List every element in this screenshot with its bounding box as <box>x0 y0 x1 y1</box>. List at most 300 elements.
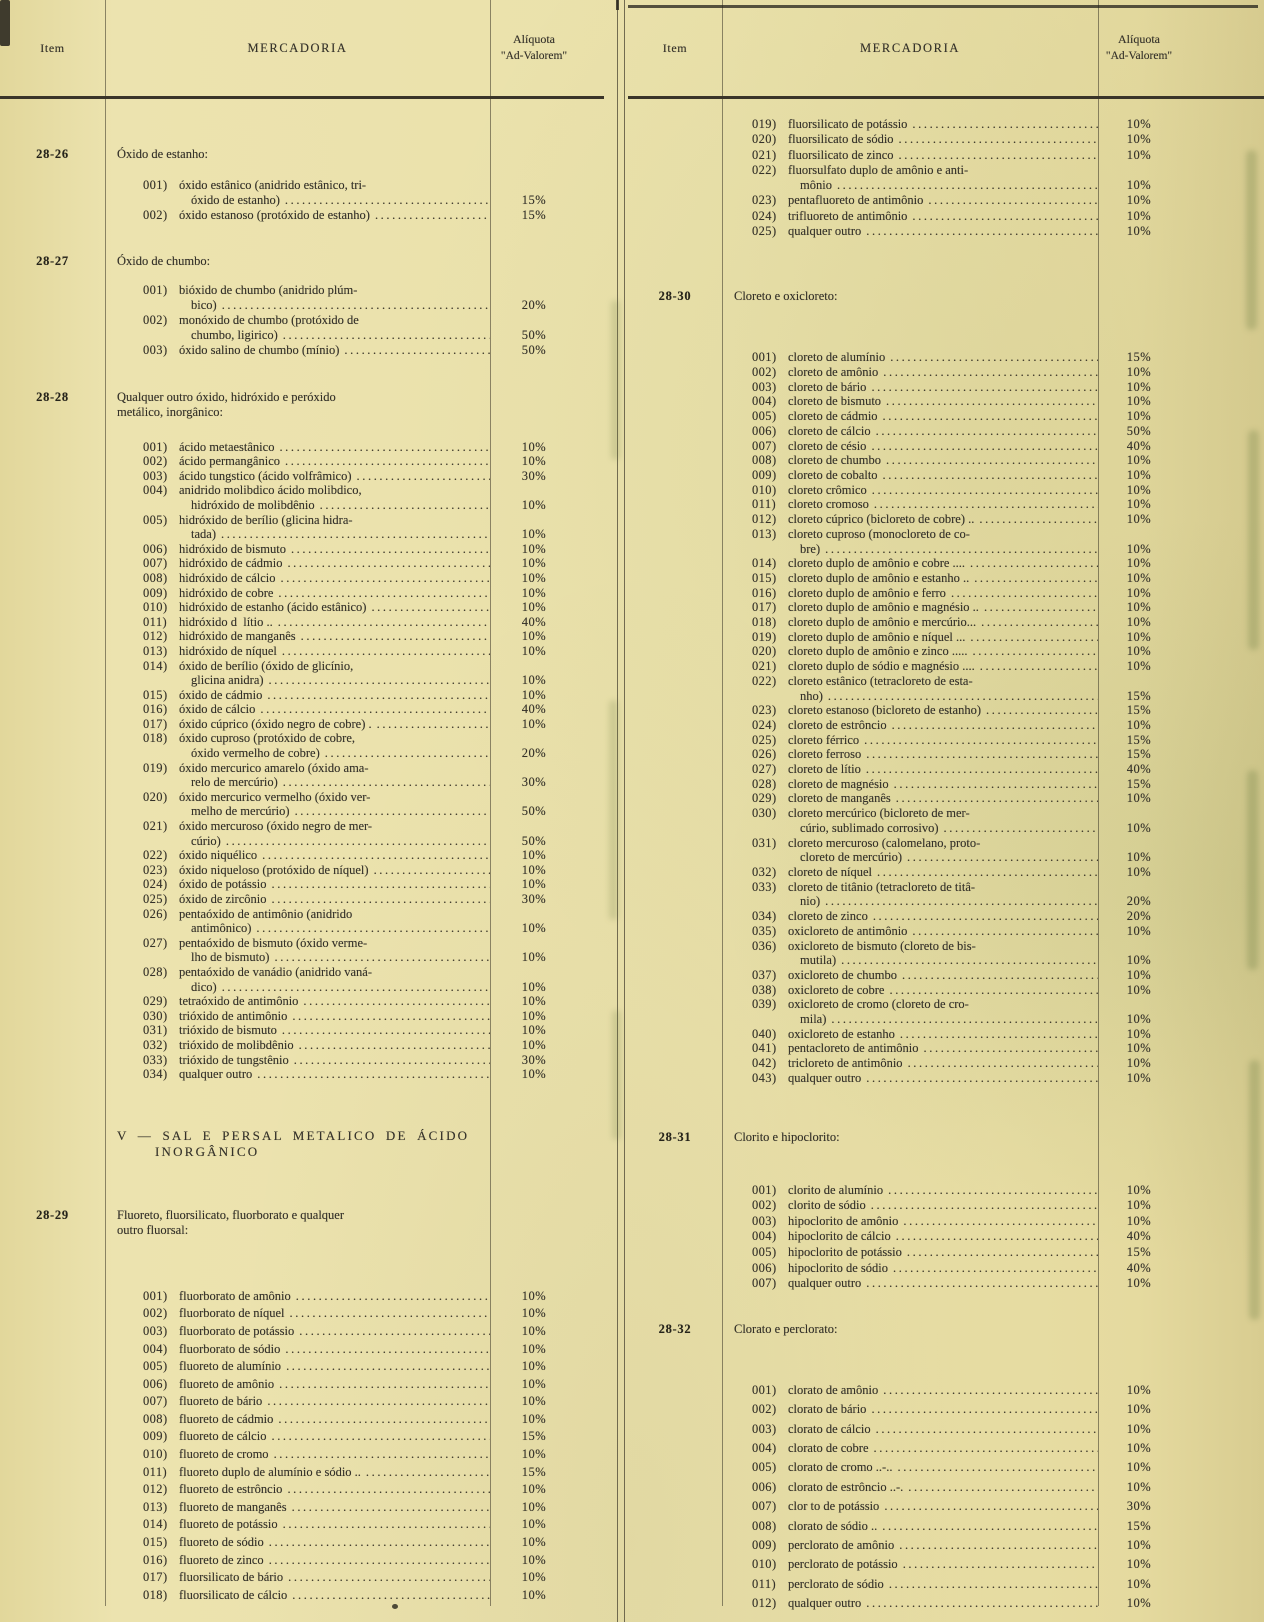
entry-number: 030) <box>143 1008 168 1023</box>
entry-rate: 10% <box>1126 468 1152 482</box>
entry-number: 025) <box>752 732 777 747</box>
right-rate-divider-rule <box>1098 0 1099 1606</box>
entry-description: ácido metaestânico ..... <box>179 440 490 455</box>
entry-row <box>0 877 604 892</box>
dot-leader <box>974 512 1098 527</box>
dot-leader <box>315 498 490 513</box>
entry-number: 001) <box>143 1288 168 1303</box>
entry-description: cloreto de bário ..... <box>788 380 1098 395</box>
dot-leader <box>946 586 1098 601</box>
entry-rate: 10% <box>1126 394 1152 409</box>
entry-rate: 10% <box>1126 659 1152 674</box>
entry-rate: 10% <box>521 1023 547 1038</box>
entry-row <box>0 1376 604 1394</box>
dot-leader <box>274 440 490 455</box>
entry-row <box>628 424 1264 439</box>
dot-leader <box>820 894 1098 909</box>
entry-number: 002) <box>752 365 777 380</box>
entry-description: monóxido de chumbo (protóxido de chumbo, ligirico) ..... <box>179 313 490 343</box>
dot-leader <box>217 298 490 313</box>
entry-description: óxido de potássio ..... <box>179 877 490 892</box>
entry-description: ácido tungstico (ácido volfrâmico) ..... <box>179 469 490 484</box>
entry-row <box>628 615 1264 630</box>
entry-rate: 10% <box>1126 864 1152 879</box>
dot-leader <box>861 1276 1098 1292</box>
entry-description: óxido cúprico (óxido negro de cobre) . ..... <box>179 717 490 732</box>
dot-leader <box>884 983 1098 998</box>
dot-leader <box>866 1400 1098 1419</box>
dot-leader <box>287 1009 490 1024</box>
dot-leader <box>881 453 1098 468</box>
dot-leader <box>892 1458 1098 1477</box>
entry-description: oxicloreto de cromo (cloreto de cro- mila) ..... <box>788 997 1098 1026</box>
entry-row <box>628 1458 1264 1477</box>
entry-description: tetraóxido de antimônio ..... <box>179 994 490 1009</box>
entry-row <box>628 163 1264 194</box>
entry-rate: 10% <box>1126 147 1152 162</box>
entry-rate: 10% <box>1126 1056 1152 1071</box>
dot-leader <box>889 777 1098 792</box>
entry-number: 021) <box>752 659 777 674</box>
entry-list <box>628 1381 1264 1614</box>
dot-leader <box>366 600 490 615</box>
entry-rate: 10% <box>1126 365 1152 380</box>
dot-leader <box>965 556 1098 571</box>
entry-row <box>628 394 1264 409</box>
entry-row <box>0 936 604 965</box>
item-code: 28-31 <box>658 1129 692 1144</box>
dot-leader <box>861 1071 1098 1086</box>
entry-description: cloreto de titânio (tetracloreto de titâ- nio) ..... <box>788 880 1098 909</box>
entry-rate: 10% <box>521 1288 547 1303</box>
entry-number: 039) <box>752 997 777 1012</box>
entry-row <box>0 1038 604 1053</box>
entry-description: cloreto duplo de amônio e níquel ... ..... <box>788 630 1098 645</box>
entry-rate: 10% <box>1126 1012 1152 1027</box>
entry-number: 014) <box>143 658 168 673</box>
entry-rate: 10% <box>1126 982 1152 997</box>
entry-description: cloreto de amônio ..... <box>788 365 1098 380</box>
dot-leader <box>897 968 1098 983</box>
entry-rate: 10% <box>521 1376 547 1391</box>
entry-row <box>628 1575 1264 1594</box>
entry-rate: 50% <box>1126 423 1152 438</box>
entry-number: 014) <box>143 1517 168 1532</box>
dot-leader <box>264 1552 490 1570</box>
entry-rate: 10% <box>1126 453 1152 468</box>
entry-rate: 20% <box>1126 909 1152 924</box>
entry-rate: 15% <box>1126 688 1152 703</box>
dot-leader <box>286 542 490 557</box>
entry-row <box>628 762 1264 777</box>
entry-description: oxicloreto de estanho ..... <box>788 1027 1098 1042</box>
entry-row <box>0 907 604 936</box>
dot-leader <box>262 688 490 703</box>
entry-row <box>628 1381 1264 1400</box>
entry-row <box>0 600 604 615</box>
entry-row <box>628 1478 1264 1497</box>
entry-row <box>628 1276 1264 1292</box>
entry-description: hidróxido de cobre ..... <box>179 586 490 601</box>
entry-number: 001) <box>752 1382 777 1397</box>
entry-rate: 10% <box>521 1306 547 1321</box>
dot-leader <box>278 1516 490 1534</box>
entry-number: 002) <box>752 1402 777 1417</box>
entry-number: 011) <box>143 1464 168 1479</box>
section-28-31 <box>628 1130 1264 1292</box>
entry-rate: 10% <box>1126 1596 1152 1611</box>
dot-leader <box>894 1536 1098 1555</box>
entry-rate: 15% <box>521 1464 547 1479</box>
dot-leader <box>887 718 1098 733</box>
entry-row <box>0 863 604 878</box>
entry-number: 022) <box>752 673 777 688</box>
entry-number: 013) <box>143 643 168 658</box>
entry-number: 036) <box>752 938 777 953</box>
entry-rate: 10% <box>1126 409 1152 424</box>
entry-description: clorito de alumínio ..... <box>788 1183 1098 1199</box>
entry-rate: 15% <box>1126 350 1152 365</box>
entry-row <box>628 1439 1264 1458</box>
entry-rate: 10% <box>1126 1182 1152 1197</box>
entry-row <box>628 1229 1264 1245</box>
entry-number: 009) <box>143 585 168 600</box>
entry-rate: 10% <box>521 1517 547 1532</box>
entry-description: qualquer outro ..... <box>179 1067 490 1082</box>
entry-description: fluoreto de amônio ..... <box>179 1376 490 1394</box>
entry-description: hipoclorito de cálcio ..... <box>788 1229 1098 1245</box>
entry-row <box>628 630 1264 645</box>
entry-rate: 10% <box>521 1394 547 1409</box>
entry-row <box>628 1056 1264 1071</box>
entry-description: hidróxido d lítio .. ..... <box>179 615 490 630</box>
dot-leader <box>255 702 490 717</box>
dot-leader <box>871 1420 1098 1439</box>
left-column-header <box>0 0 604 99</box>
section-title: Clorato e perclorato: <box>734 1321 838 1336</box>
entry-description: hidróxido de bismuto ..... <box>179 542 490 557</box>
entry-row <box>0 848 604 863</box>
entry-number: 026) <box>143 906 168 921</box>
entry-number: 012) <box>143 1482 168 1497</box>
column-left-body <box>0 99 604 1604</box>
entry-description: fluorborato de níquel ..... <box>179 1305 490 1323</box>
entry-description: perclorato de sódio ..... <box>788 1575 1098 1594</box>
entry-number: 011) <box>143 614 168 629</box>
entry-row <box>628 1420 1264 1439</box>
entry-rate: 10% <box>1126 953 1152 968</box>
dot-leader <box>278 328 490 343</box>
entry-description: clorato de bário ..... <box>788 1400 1098 1419</box>
column-divider-rule <box>617 0 625 1622</box>
dot-leader <box>866 439 1098 454</box>
entry-description: cloreto cúprico (bicloreto de cobre) .. ..... <box>788 512 1098 527</box>
entry-rate: 10% <box>521 556 547 571</box>
entry-description: fluorsilicato de bário ..... <box>179 1569 490 1587</box>
entry-number: 015) <box>143 1535 168 1550</box>
entry-row <box>0 1323 604 1341</box>
entry-list <box>0 440 604 1082</box>
entry-description: cloreto cuproso (monocloreto de co- bre) ..... <box>788 527 1098 556</box>
group-heading-line: V — SAL E PERSAL METALICO DE ÁCIDO <box>117 1127 470 1143</box>
entry-rate: 10% <box>521 439 547 454</box>
entry-rate: 10% <box>1126 178 1152 193</box>
entry-number: 013) <box>752 526 777 541</box>
entry-rate: 10% <box>1126 1576 1152 1591</box>
entry-rate: 15% <box>1126 747 1152 762</box>
entry-rate: 20% <box>521 746 547 761</box>
entry-row <box>628 1497 1264 1516</box>
dot-leader <box>266 1428 490 1446</box>
entry-number: 003) <box>752 379 777 394</box>
entry-rate: 30% <box>1126 1499 1152 1514</box>
entry-description: óxido niqueloso (protóxido de níquel) ..... <box>179 863 490 878</box>
entry-number: 025) <box>752 224 777 239</box>
entry-list <box>628 117 1264 239</box>
entry-description: fluoreto de estrôncio ..... <box>179 1481 490 1499</box>
entry-rate: 10% <box>521 1008 547 1023</box>
entry-row <box>0 1053 604 1068</box>
entry-row <box>628 380 1264 395</box>
entry-row <box>0 1009 604 1024</box>
header-mercadoria-label: MERCADORIA <box>247 40 348 55</box>
entry-row <box>0 556 604 571</box>
entry-row <box>628 924 1264 939</box>
entry-description: óxido cuproso (protóxido de cobre, óxido vermelho de cobre) ..... <box>179 731 490 760</box>
entry-number: 007) <box>143 1394 168 1409</box>
entry-description: fluorsilicato de cálcio ..... <box>179 1587 490 1605</box>
item-code: 28-28 <box>36 389 69 404</box>
entry-row <box>0 586 604 601</box>
entry-rate: 10% <box>521 687 547 702</box>
entry-rate: 10% <box>521 541 547 556</box>
entry-description: trióxido de molibdênio ..... <box>179 1038 490 1053</box>
entry-rate: 40% <box>1126 438 1152 453</box>
entry-rate: 40% <box>1126 1229 1152 1244</box>
section-title: Clorito e hipoclorito: <box>734 1129 840 1144</box>
header-aliquota-line2: "Ad-Valorem" <box>500 50 568 62</box>
dot-leader <box>273 586 490 601</box>
entry-rate: 10% <box>521 1587 547 1602</box>
entry-row <box>0 343 604 358</box>
entry-description: fluoreto de cromo ..... <box>179 1446 490 1464</box>
entry-number: 005) <box>752 409 777 424</box>
entry-description: hidróxido de manganês ..... <box>179 629 490 644</box>
entry-number: 026) <box>752 747 777 762</box>
entry-rate: 10% <box>521 848 547 863</box>
entry-rate: 10% <box>1126 1276 1152 1291</box>
dot-leader <box>891 791 1098 806</box>
dot-leader <box>291 1288 490 1306</box>
entry-description: óxido de cálcio ..... <box>179 702 490 717</box>
dot-leader <box>252 1067 490 1082</box>
entry-row <box>628 483 1264 498</box>
entry-row <box>628 1400 1264 1419</box>
entry-number: 037) <box>752 967 777 982</box>
entry-row <box>0 1067 604 1082</box>
entry-rate: 10% <box>1126 1198 1152 1213</box>
dot-leader <box>869 497 1098 512</box>
section-28-32 <box>628 1322 1264 1614</box>
entry-number: 005) <box>752 1244 777 1259</box>
dot-leader <box>883 1183 1098 1199</box>
entry-description: trióxido de antimônio ..... <box>179 1009 490 1024</box>
entry-row <box>628 747 1264 762</box>
entry-row <box>0 571 604 586</box>
entry-row <box>628 1183 1264 1199</box>
entry-description: fluoreto duplo de alumínio e sódio .. ..... <box>179 1464 490 1482</box>
entry-description: cloreto de césio ..... <box>788 439 1098 454</box>
entry-number: 043) <box>752 1070 777 1085</box>
entry-number: 017) <box>143 716 168 731</box>
entry-number: 016) <box>143 702 168 717</box>
entry-rate: 30% <box>521 1052 547 1067</box>
entry-rate: 10% <box>1126 967 1152 982</box>
entry-row <box>628 224 1264 239</box>
entry-rate: 10% <box>1126 615 1152 630</box>
dot-leader <box>861 747 1098 762</box>
entry-description: hidróxido de níquel ..... <box>179 644 490 659</box>
entry-rate: 15% <box>1126 1518 1152 1533</box>
dot-leader <box>281 1358 490 1376</box>
entry-description: pentaóxido de antimônio (anidrido antimônico) ..... <box>179 907 490 936</box>
right-column <box>628 0 1264 1622</box>
dot-leader <box>877 1517 1098 1536</box>
entry-row <box>628 148 1264 163</box>
entry-number: 015) <box>143 687 168 702</box>
entry-number: 006) <box>143 541 168 556</box>
entry-row <box>628 997 1264 1026</box>
entry-rate: 10% <box>521 527 547 542</box>
entry-rate: 10% <box>1126 1460 1152 1475</box>
entry-description: fluorsilicato de zinco ..... <box>788 148 1098 163</box>
entry-rate: 20% <box>521 297 547 312</box>
entry-number: 016) <box>143 1552 168 1567</box>
dot-leader <box>898 1555 1098 1574</box>
entry-number: 019) <box>752 117 777 131</box>
entry-row <box>0 1288 604 1306</box>
entry-number: 007) <box>752 1276 777 1291</box>
entry-description: clorato de sódio .. ..... <box>788 1517 1098 1536</box>
entry-number: 024) <box>143 877 168 892</box>
dot-leader <box>894 132 1098 147</box>
entry-list <box>628 350 1264 1085</box>
entry-row <box>0 1464 604 1482</box>
dot-leader <box>884 1575 1098 1594</box>
entry-row <box>628 1261 1264 1277</box>
entry-description: cloreto duplo de amônio e ferro ..... <box>788 586 1098 601</box>
entry-row <box>628 865 1264 880</box>
header-item-label: Item <box>40 40 65 55</box>
entry-description: clorato de estrôncio ..-. ..... <box>788 1478 1098 1497</box>
section-head <box>0 1208 604 1238</box>
dot-leader <box>871 424 1098 439</box>
entry-number: 005) <box>752 1460 777 1475</box>
dot-leader <box>907 209 1098 224</box>
entry-rate: 10% <box>521 1447 547 1462</box>
entry-rate: 10% <box>1126 791 1152 806</box>
entry-number: 004) <box>143 483 168 498</box>
dot-leader <box>823 689 1098 704</box>
entry-description: óxido salino de chumbo (mínio) ..... <box>179 343 490 358</box>
entry-row <box>0 1516 604 1534</box>
right-column-header <box>628 0 1264 99</box>
entry-row <box>628 644 1264 659</box>
entry-number: 006) <box>752 1479 777 1494</box>
entry-description: fluoreto de cálcio ..... <box>179 1428 490 1446</box>
entry-row <box>628 703 1264 718</box>
entry-description: trióxido de tungstênio ..... <box>179 1053 490 1068</box>
dot-leader <box>861 1594 1098 1613</box>
dot-leader <box>967 644 1098 659</box>
entry-description: anidrido molibdico ácido molibdico, hidróxido de molibdênio ..... <box>179 483 490 512</box>
dot-leader <box>262 1393 490 1411</box>
entry-rate: 30% <box>521 892 547 907</box>
dot-leader <box>372 717 490 732</box>
entry-rate: 10% <box>521 979 547 994</box>
entry-description: cloreto férrico ..... <box>788 733 1098 748</box>
entry-description: fluoreto de zinco ..... <box>179 1552 490 1570</box>
entry-number: 010) <box>752 1557 777 1572</box>
entry-number: 006) <box>752 1260 777 1275</box>
entry-rate: 10% <box>521 585 547 600</box>
entry-description: hipoclorito de potássio ..... <box>788 1245 1098 1261</box>
entry-number: 004) <box>752 1229 777 1244</box>
entry-rate: 10% <box>521 921 547 936</box>
right-item-divider-rule <box>722 0 723 1606</box>
entry-number: 009) <box>752 1537 777 1552</box>
entry-rate: 30% <box>521 468 547 483</box>
section-head <box>0 147 604 162</box>
entry-number: 023) <box>752 193 777 208</box>
dot-leader <box>907 117 1098 132</box>
entry-rate: 10% <box>1126 482 1152 497</box>
entry-number: 012) <box>752 1596 777 1611</box>
entry-row <box>628 674 1264 703</box>
entry-number: 008) <box>752 1518 777 1533</box>
entry-rate: 15% <box>1126 1244 1152 1259</box>
item-code: 28-32 <box>658 1321 692 1336</box>
entry-row <box>0 469 604 484</box>
entry-number: 020) <box>752 132 777 147</box>
entry-number: 033) <box>143 1052 168 1067</box>
item-code: 28-27 <box>36 253 69 268</box>
entry-description: clorito de sódio ..... <box>788 1198 1098 1214</box>
entry-rate: 10% <box>1126 132 1152 147</box>
entry-row <box>628 909 1264 924</box>
entry-description: fluoreto de bário ..... <box>179 1393 490 1411</box>
entry-row <box>628 718 1264 733</box>
dot-leader <box>861 762 1098 777</box>
dot-leader <box>285 1305 490 1323</box>
section-title: Óxido de estanho: <box>117 147 208 161</box>
dot-leader <box>878 409 1098 424</box>
entry-row <box>628 1555 1264 1574</box>
entry-rate: 15% <box>1126 776 1152 791</box>
entry-rate: 10% <box>521 673 547 688</box>
entry-number: 028) <box>752 776 777 791</box>
entry-rate: 10% <box>1126 717 1152 732</box>
entry-number: 002) <box>143 454 168 469</box>
entry-description: qualquer outro ..... <box>788 224 1098 239</box>
entry-rate: 15% <box>1126 703 1152 718</box>
entry-description: cloreto duplo de sódio e magnésio .... ..... <box>788 659 1098 674</box>
entry-row <box>628 968 1264 983</box>
entry-row <box>0 1393 604 1411</box>
entry-description: ácido permangânico ..... <box>179 454 490 469</box>
entry-row <box>0 761 604 790</box>
column-right-body <box>628 99 1264 1614</box>
